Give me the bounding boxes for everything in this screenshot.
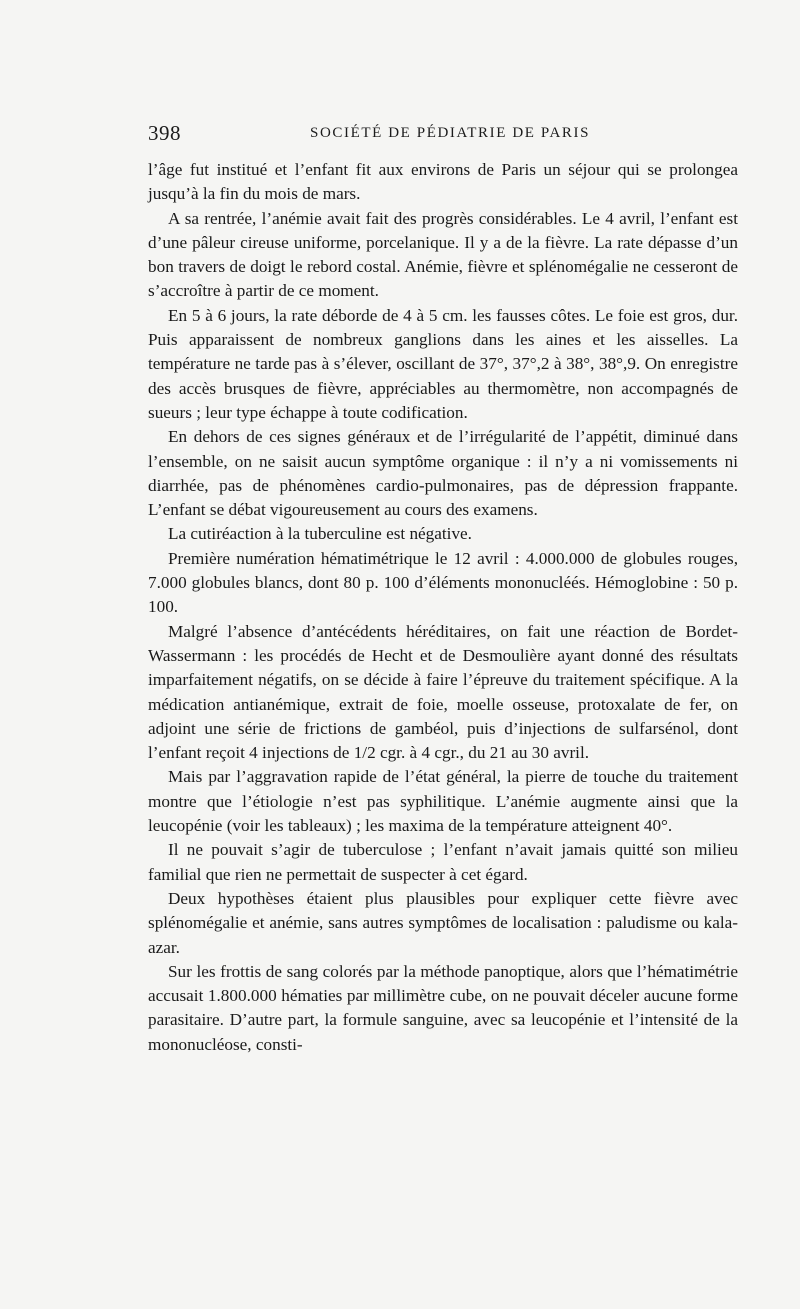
paragraph: En dehors de ces signes généraux et de l’irrégularité de l’appétit, diminué dans l’ensemble, on ne saisit aucun symptôme organique : il n’y a ni vomissements ni diarrhée, pas de phénomènes cardio-pulmonaires, pas de dépression frappante. L’enfant se débat vigoureusement au cours des examens.	[148, 427, 738, 520]
running-title: SOCIÉTÉ DE PÉDIATRIE DE PARIS	[310, 125, 591, 141]
paragraph: En 5 à 6 jours, la rate déborde de 4 à 5 cm. les fausses côtes. Le foie est gros, dur. Puis apparaissent de nombreux ganglions dans les aines et les aisselles. La température ne tarde pas à s’élever, oscillant de 37°, 37°,2 à 38°, 38°,9. On enregistre des accès brusques de fièvre, appréciables au thermomètre, non accompagnés de sueurs ; leur type échappe à toute codification.	[148, 305, 738, 422]
page-header	[148, 121, 738, 151]
paragraph: Malgré l’absence d’antécédents héréditaires, on fait une réaction de Bordet-Wassermann : les procédés de Hecht et de Desmoulière ayant donné des résultats imparfaitement négatifs, on se décide à faire l’épreuve du traitement spécifique. A la médication antianémique, extrait de foie, moelle osseuse, protoxalate de fer, on adjoint une série de frictions de gambéol, puis d’injections de sulfarsénol, dont l’enfant reçoit 4 injections de 1/2 cgr. à 4 cgr., du 21 au 30 avril.	[148, 621, 738, 763]
paragraph: Première numération hématimétrique le 12 avril : 4.000.000 de globules rouges, 7.000 globules blancs, dont 80 p. 100 d’éléments mononucléés. Hémoglobine : 50 p. 100.	[148, 548, 738, 617]
paragraph: Sur les frottis de sang colorés par la méthode panoptique, alors que l’hématimétrie accusait 1.800.000 hématies par millimètre cube, on ne pouvait déceler aucune forme parasitaire. D’autre part, la formule sanguine, avec sa leucopénie et l’intensité de la mononucléose, consti-	[148, 961, 738, 1054]
paragraph: l’âge fut institué et l’enfant fit aux environs de Paris un séjour qui se prolongea jusqu’à la fin du mois de mars.	[148, 160, 738, 204]
paragraph: A sa rentrée, l’anémie avait fait des progrès considérables. Le 4 avril, l’enfant est d’une pâleur cireuse uniforme, porcelanique. Il y a de la fièvre. La rate dépasse d’un bon travers de doigt le rebord costal. Anémie, fièvre et splénomégalie ne cesseront de s’accroître à partir de ce moment.	[148, 208, 738, 301]
paragraph: Il ne pouvait s’agir de tuberculose ; l’enfant n’avait jamais quitté son milieu familial que rien ne permettait de suspecter à cet égard.	[148, 840, 738, 884]
paragraph: Mais par l’aggravation rapide de l’état général, la pierre de touche du traitement montre que l’étiologie n’est pas syphilitique. L’anémie augmente ainsi que la leucopénie (voir les tableaux) ; les maxima de la température atteignent 40°.	[148, 767, 738, 836]
body-text	[148, 158, 738, 1057]
paragraph: La cutiréaction à la tuberculine est négative.	[168, 524, 472, 544]
paragraph: Deux hypothèses étaient plus plausibles pour expliquer cette fièvre avec splénomégalie et anémie, sans autres symptômes de localisation : paludisme ou kala-azar.	[148, 888, 738, 957]
page-number: 398	[148, 121, 181, 145]
